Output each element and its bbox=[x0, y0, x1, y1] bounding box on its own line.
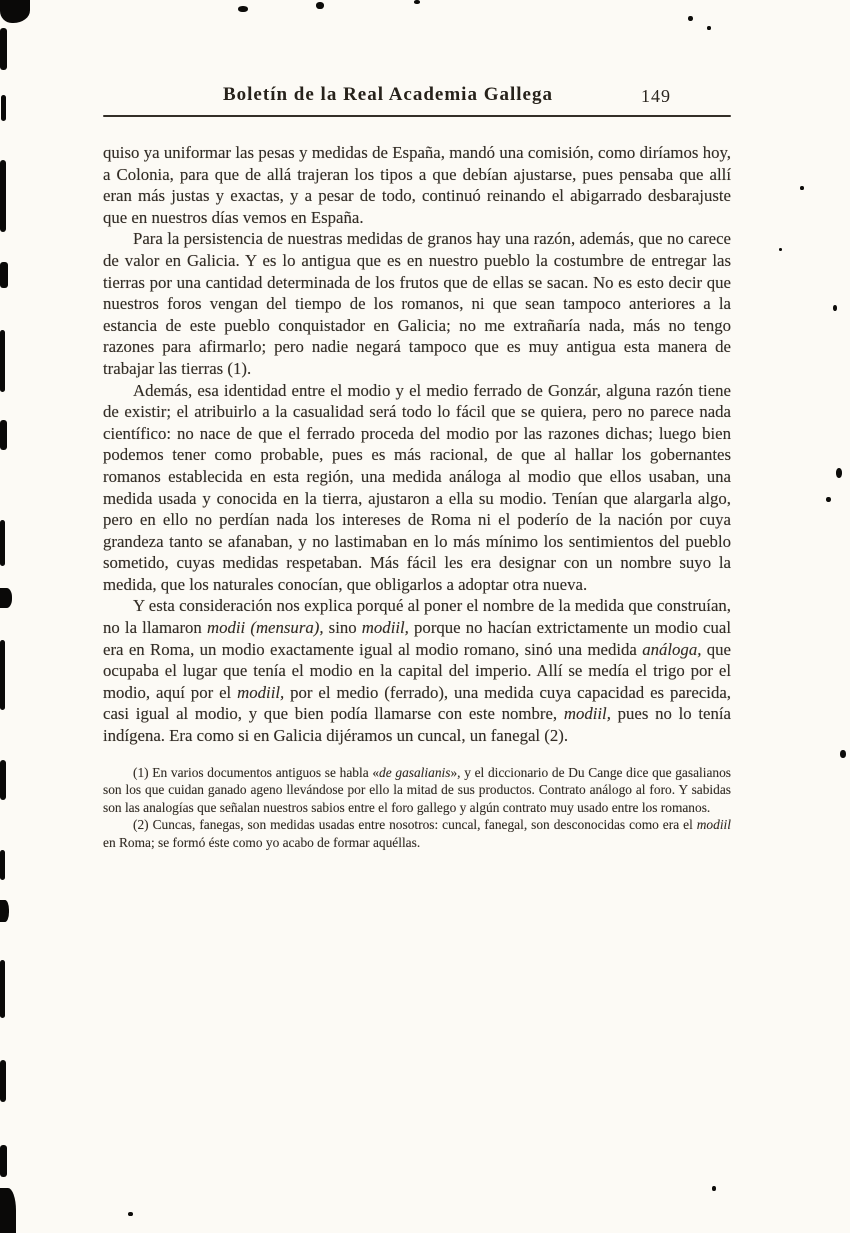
scan-artifact bbox=[0, 0, 30, 23]
ink-speck bbox=[316, 2, 324, 9]
header-rule bbox=[103, 115, 731, 117]
scan-artifact bbox=[0, 640, 5, 710]
footnotes bbox=[103, 764, 731, 852]
italic-text-run: modiil bbox=[696, 817, 731, 833]
ink-speck bbox=[779, 248, 782, 251]
ink-speck bbox=[238, 6, 248, 12]
text-run: pues no lo tenía indígena. Era como si en Galicia dijéramos un cuncal, un fanegal (2). bbox=[103, 704, 731, 746]
ink-speck bbox=[836, 468, 842, 478]
text-run: sino bbox=[323, 618, 362, 638]
ink-speck bbox=[688, 16, 693, 21]
text-run: que ocupaba el lugar que tenía el modio en la capital del imperio. Allí se medía el trigo por el modio, aquí por el bbox=[103, 639, 731, 702]
footnote bbox=[103, 764, 731, 817]
text-run: porque no hacían extrictamente un modio cual era en Roma, un modio exactamente igual al modio romano, sinó una medida bbox=[103, 618, 732, 659]
italic-text-run: modiil, bbox=[361, 618, 409, 638]
scan-artifact bbox=[0, 28, 7, 70]
body-text bbox=[103, 142, 731, 747]
text-run: (2) Cuncas, fanegas, son medidas usadas entre nosotros: cuncal, fanegal, son desconocidas como era el bbox=[133, 817, 697, 833]
scan-artifact bbox=[0, 760, 6, 800]
text-run: Y esta consideración nos explica porqué al poner el nombre de la medida que construían, no la llamaron bbox=[103, 596, 731, 638]
italic-text-run: modiil, bbox=[563, 704, 611, 724]
page-content bbox=[103, 84, 731, 852]
text-run: », y el diccionario de Du Cange dice que gasalianos son los que cuidan ganado ageno llevándose por ello la mitad de sus productos. Contrato análogo al foro. Y sabidas son las analogías que señalan nuestros sabios entre el foro gallego y algún contrato muy usado entre los romanos. bbox=[103, 764, 731, 815]
journal-title: Boletín de la Real Academia Gallega bbox=[222, 84, 553, 105]
italic-text-run: modii (mensura), bbox=[206, 618, 324, 638]
paragraph bbox=[103, 228, 731, 379]
ink-speck bbox=[414, 0, 420, 4]
scan-artifact bbox=[0, 262, 8, 288]
scan-artifact bbox=[0, 1060, 6, 1102]
ink-speck bbox=[840, 750, 846, 758]
ink-speck bbox=[833, 305, 837, 311]
scan-artifact bbox=[0, 960, 5, 1018]
text-run: quiso ya uniformar las pesas y medidas de España, mandó una comisión, como diríamos hoy, a Colonia, para que de allá trajeran los tipos a que debían ajustarse, pues pensaba que allí eran más justas y exactas, y a pesar de todo, continuó reinando el abigarrado desbarajuste que en nuestros días vemos en España. bbox=[103, 143, 731, 227]
text-run: en Roma; se formó éste como yo acabo de formar aquéllas. bbox=[103, 835, 421, 850]
ink-speck bbox=[712, 1186, 716, 1191]
scan-artifact bbox=[0, 900, 9, 922]
scan-artifact bbox=[1, 95, 6, 121]
text-run: (1) En varios documentos antiguos se habla « bbox=[133, 764, 380, 780]
ink-speck bbox=[826, 497, 831, 502]
ink-speck bbox=[707, 26, 711, 30]
italic-text-run: de gasalianis bbox=[379, 764, 451, 780]
text-run: por el medio (ferrado), una medida cuya capacidad es parecida, casi igual al modio, y que bien podía llamarse con este nombre, bbox=[103, 682, 731, 724]
scan-artifact bbox=[0, 160, 6, 232]
text-run: Para la persistencia de nuestras medidas de granos hay una razón, además, que no carece de valor en Galicia. Y es lo antigua que es en nuestro pueblo la costumbre de entregar las tierras por una cantidad determinada de los frutos que de ellas se sacan. No es esto decir que nuestros foros vengan del tiempo de los romanos, ni que sean tampoco anteriores a la estancia de este pueblo conquistador en Galicia; no me extrañaría nada, más no tengo razones para afirmarlo; pero nadie negará tampoco que es muy antigua esta manera de trabajar las tierras (1). bbox=[103, 229, 731, 378]
paragraph bbox=[103, 380, 731, 596]
scan-artifact bbox=[0, 1145, 7, 1177]
scan-artifact bbox=[0, 1188, 16, 1233]
text-run: Además, esa identidad entre el modio y el medio ferrado de Gonzár, alguna razón tiene de existir; el atribuirlo a la casualidad será todo lo fácil que se quiera, pero no parece nada científico: no nace de que el ferrado proceda del modio por las razones dichas; luego bien podemos tener como probable, pues es más racional, de que al hallar los gobernantes romanos establecida en esta región, una medida análoga al modio que ellos usaban, una medida usada y conocida en la tierra, ajustaron a ella su modio. Tenían que alargarla algo, pero en ello no perdían nada los intereses de Roma ni el poderío de la nación por cuya grandeza tanto se afanaban, y no lastimaban en lo más mínimo los sentimientos del pueblo sometido, cuyas medidas respetaban. Más fácil les era designar con un nombre suyo la medida, que los naturales conocían, que obligarlos a adoptar otra nueva. bbox=[103, 380, 731, 594]
page-number: 149 bbox=[641, 86, 671, 106]
scan-artifact bbox=[0, 420, 7, 450]
italic-text-run: modiil, bbox=[237, 682, 285, 702]
paragraph bbox=[103, 142, 731, 228]
footnote bbox=[103, 816, 731, 851]
scan-artifact bbox=[0, 330, 5, 392]
ink-speck bbox=[800, 186, 804, 190]
scan-artifact bbox=[0, 588, 12, 608]
scan-artifact bbox=[0, 850, 5, 880]
page-header bbox=[103, 84, 731, 110]
italic-text-run: análoga, bbox=[642, 639, 702, 659]
scan-artifact bbox=[0, 520, 5, 566]
paragraph bbox=[103, 595, 731, 746]
ink-speck bbox=[128, 1212, 133, 1216]
